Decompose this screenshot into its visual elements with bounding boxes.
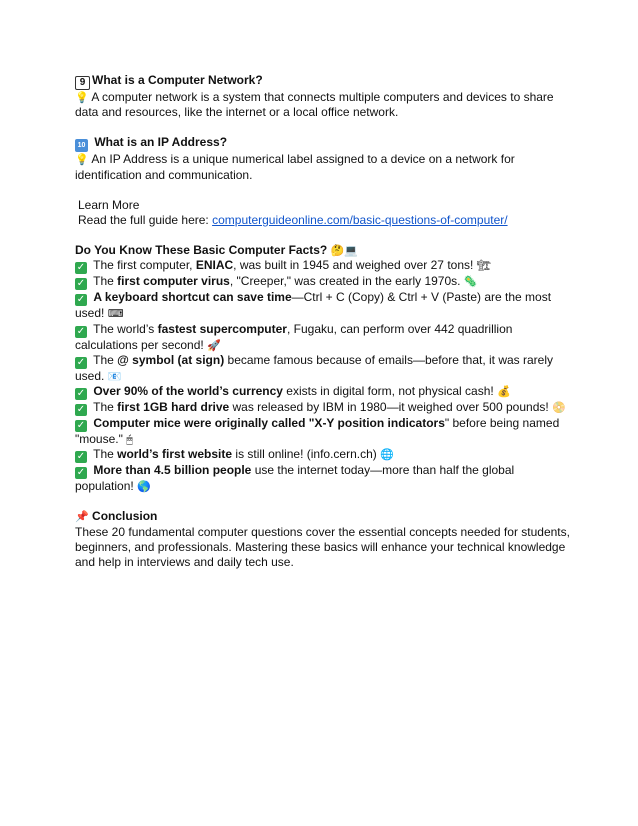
fact-text-pre: The	[90, 447, 118, 462]
fact-text-pre: The	[90, 352, 118, 367]
fact-item	[75, 258, 570, 274]
lightbulb-icon: 💡	[75, 91, 89, 104]
fact-text-bold: A keyboard shortcut can save time	[93, 290, 292, 305]
conclusion-text: These 20 fundamental computer questions cover the essential concepts needed for students, beginners, and professionals. Mastering these basics will enhance your technical knowledge and help in interviews and daily tech use.	[75, 524, 570, 570]
fact-emoji-icon: 🖱	[126, 433, 133, 447]
fact-text-post: , was built in 1945 and weighed over 27 tons!	[233, 258, 477, 273]
fact-text-post: , "Creeper," was created in the early 1970s.	[229, 274, 464, 289]
fact-item	[75, 463, 570, 494]
keycap-9-icon: 9	[75, 76, 90, 90]
fact-item	[75, 274, 570, 290]
fact-text-bold: ENIAC	[195, 258, 234, 273]
check-mark-icon: ✓	[76, 262, 86, 274]
fact-text-pre: The	[90, 274, 118, 289]
fact-text-pre: The first computer,	[90, 258, 196, 273]
check-mark-icon: ✓	[76, 278, 86, 290]
fact-emoji-icon: ⌨	[107, 307, 124, 321]
fact-item	[75, 384, 570, 400]
keycap-10-icon: 10	[75, 139, 88, 152]
thinking-computer-icon: 🤔💻	[330, 244, 359, 258]
check-mark-icon: ✓	[76, 294, 86, 306]
check-mark-icon: ✓	[76, 451, 86, 463]
fact-emoji-icon: 📀	[552, 401, 566, 415]
fact-text-bold: More than 4.5 billion people	[93, 463, 252, 478]
check-mark-icon: ✓	[76, 404, 86, 416]
fact-text-pre: The world’s	[90, 321, 158, 336]
fact-text-bold: first computer virus	[117, 274, 230, 289]
check-mark-icon: ✓	[76, 467, 86, 479]
fact-text-bold: @ symbol (at sign)	[117, 352, 225, 367]
fact-text-bold: fastest supercomputer	[157, 321, 287, 336]
fact-emoji-icon: 📧	[107, 369, 122, 383]
fact-emoji-icon: 🌐	[380, 448, 394, 462]
question-9-answer	[75, 90, 570, 120]
fact-text-post: , Fugaku, can perform over 442 quadrillion calculations per second!	[75, 321, 513, 352]
learn-more-line	[75, 213, 570, 228]
learn-more-prefix: Read the full guide here:	[78, 213, 213, 228]
fact-text-post: " before being named "mouse."	[75, 416, 560, 447]
facts-heading-text: Do You Know These Basic Computer Facts?	[75, 243, 331, 258]
fact-emoji-icon: 🚀	[207, 338, 221, 352]
lightbulb-icon: 💡	[75, 153, 89, 167]
learn-more-heading: Learn More	[78, 197, 140, 212]
fact-text-bold: Computer mice were originally called "X-Y position indicators	[93, 416, 445, 431]
fact-text-post: is still online! (info.cern.ch)	[232, 447, 381, 462]
fact-text-bold: first 1GB hard drive	[117, 400, 230, 415]
conclusion-heading	[75, 509, 570, 524]
question-9-text: A computer network is a system that connects multiple computers and devices to share data and resources, like the internet or a local office network.	[75, 90, 554, 120]
fact-item	[75, 400, 570, 416]
facts-heading	[75, 243, 570, 258]
fact-text-post: became famous because of emails—before that, it was rarely used.	[75, 352, 554, 383]
question-9-title: What is a Computer Network?	[92, 73, 263, 87]
fact-text-post: use the internet today—more than half the global population!	[75, 463, 515, 494]
fact-text-post: exists in digital form, not physical cash!	[282, 384, 498, 399]
facts-list	[75, 258, 570, 494]
check-mark-icon: ✓	[76, 325, 86, 337]
fact-item	[75, 322, 570, 353]
fact-emoji-icon: 🦠	[463, 275, 478, 289]
fact-text-post: —Ctrl + C (Copy) & Ctrl + V (Paste) are the most used!	[75, 290, 552, 321]
fact-text-pre: The	[90, 400, 118, 415]
check-mark-icon: ✓	[76, 388, 86, 400]
conclusion-title: Conclusion	[88, 509, 158, 524]
fact-item	[75, 290, 570, 321]
fact-emoji-icon: 🏗	[476, 259, 491, 273]
document-page	[75, 73, 570, 570]
pushpin-icon: 📌	[75, 510, 89, 524]
fact-item	[75, 416, 570, 447]
fact-text-post: was released by IBM in 1980—it weighed over 500 pounds!	[229, 400, 553, 415]
question-10-answer	[75, 152, 570, 182]
question-10-heading	[75, 135, 570, 152]
fact-emoji-icon: 💰	[497, 385, 511, 399]
guide-link[interactable]: computerguideonline.com/basic-questions-of-computer/	[212, 213, 508, 228]
check-mark-icon: ✓	[76, 420, 86, 432]
question-10-title: What is an IP Address?	[91, 135, 228, 150]
check-mark-icon: ✓	[76, 356, 86, 368]
fact-item	[75, 353, 570, 384]
fact-item	[75, 447, 570, 463]
fact-text-bold: world’s first website	[117, 447, 233, 462]
question-10-text: An IP Address is a unique numerical label assigned to a device on a network for identification and communication.	[75, 152, 515, 182]
question-9-heading	[75, 73, 570, 90]
fact-text-bold: Over 90% of the world’s currency	[93, 384, 283, 399]
fact-emoji-icon: 🌎	[137, 480, 151, 494]
